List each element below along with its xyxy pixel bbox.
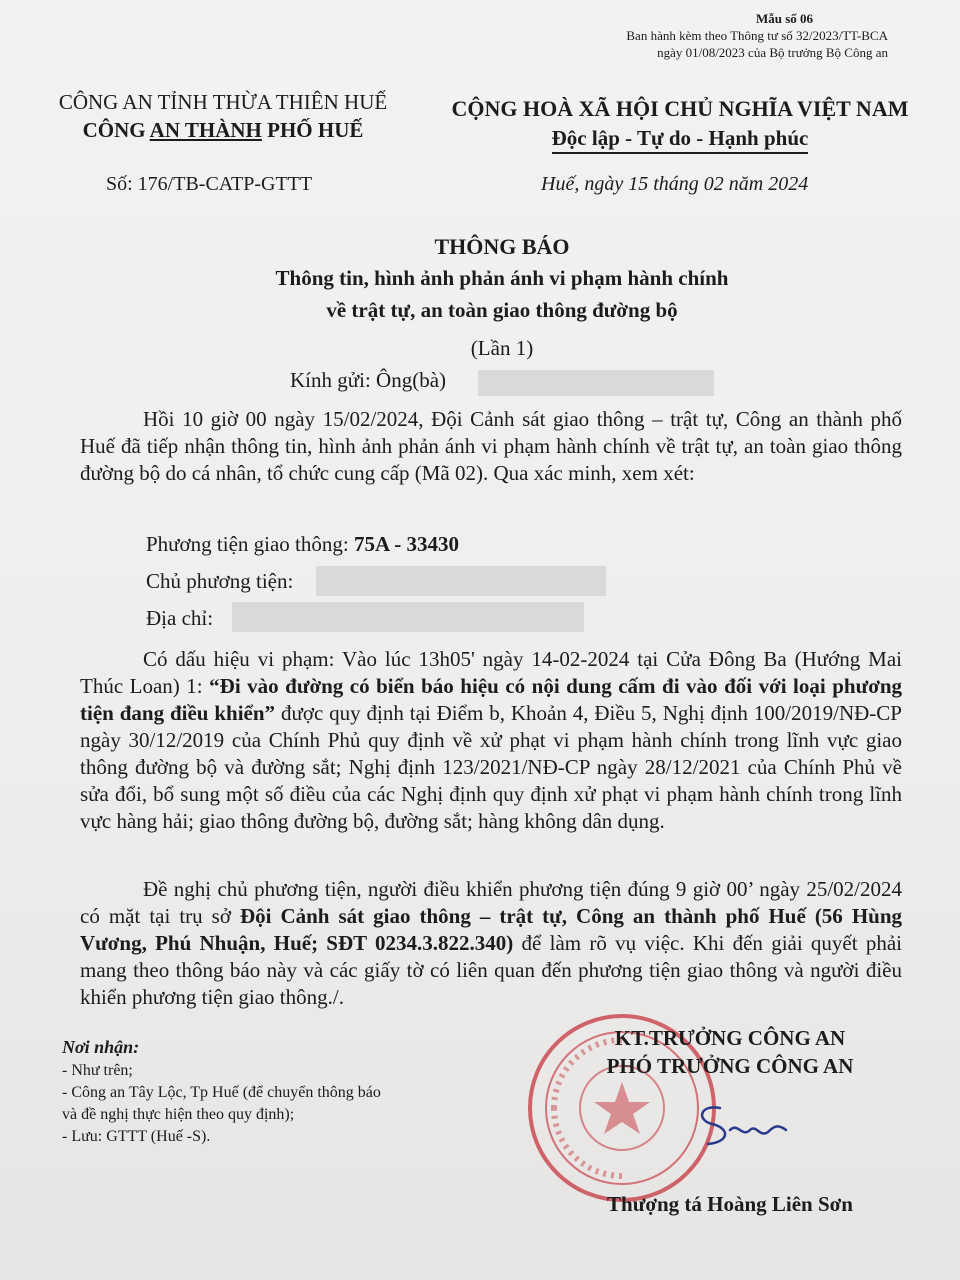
signer-title-1: KT.TRƯỞNG CÔNG AN [614, 1026, 846, 1050]
signature [690, 1094, 800, 1154]
vehicle-line: Phương tiện giao thông: 75A - 33430 [146, 532, 459, 556]
paragraph-intro: Hồi 10 giờ 00 ngày 15/02/2024, Đội Cảnh sát giao thông – trật tự, Công an thành phố Huế đã tiếp nhận thông tin, hình ảnh phản ánh vi phạm hành chính về trật tự, an toàn giao thông đường bộ do cá nhân, tổ chức cung cấp (Mã 02). Qua xác minh, xem xét: [80, 407, 902, 485]
agency-header [40, 88, 406, 144]
vehicle-plate: 75A - 33430 [353, 532, 459, 556]
document-subtitle-2: về trật tự, an toàn giao thông đường bộ [326, 298, 678, 322]
paragraph-request: Đề nghị chủ phương tiện, người điều khiển phương tiện đúng 9 giờ 00’ ngày 25/02/2024 có mặt tại trụ sở Đội Cảnh sát giao thông – trật tự, Công an thành phố Huế (56 Hùng Vương, Phú Nhuận, Huế; SĐT 0234.3.822.340) để làm rõ vụ việc. Khi đến giải quyết phải mang theo thông báo này và các giấy tờ có liên quan đến phương tiện giao thông và người điều khiển phương tiện giao thông./. [80, 877, 903, 1009]
signer-name: Thượng tá Hoàng Liên Sơn [607, 1192, 853, 1216]
redacted-owner [316, 566, 606, 596]
form-issued-date: ngày 01/08/2023 của Bộ trưởng Bộ Công an [657, 45, 888, 60]
document-date: Huế, ngày 15 tháng 02 năm 2024 [541, 173, 809, 195]
recipient-line: Kính gửi: Ông(bà) [290, 368, 447, 392]
notice-count: (Lần 1) [470, 336, 534, 360]
form-number-block [626, 10, 888, 61]
nation-motto: Độc lập - Tự do - Hạnh phúc [440, 124, 920, 152]
nation-name: CỘNG HOÀ XÃ HỘI CHỦ NGHĨA VIỆT NAM [451, 96, 909, 121]
document-title: THÔNG BÁO [434, 234, 570, 259]
recipient-item: - Lưu: GTTT (Huế -S). [62, 1128, 211, 1145]
signer-title-2: PHÓ TRƯỞNG CÔNG AN [606, 1054, 854, 1078]
form-issued-by: Ban hành kèm theo Thông tư số 32/2023/TT-BCA [626, 28, 888, 43]
document-number: Số: 176/TB-CATP-GTTT [106, 173, 313, 195]
recipient-item: - Công an Tây Lộc, Tp Huế (để chuyển thông báo [62, 1084, 381, 1101]
paragraph-violation: Có dấu hiệu vi phạm: Vào lúc 13h05' ngày 14-02-2024 tại Cửa Đông Ba (Hướng Mai Thúc Loan) 1: “Đi vào đường có biển báo hiệu có nội dung cấm đi vào đối với loại phương tiện đang điều khiển” được quy định tại Điểm b, Khoản 4, Điều 5, Nghị định 100/2019/NĐ-CP ngày 30/12/2019 của Chính Phủ quy định về xử phạt vi phạm hành chính trong lĩnh vực giao thông đường bộ và đường sắt; Nghị định 123/2021/NĐ-CP ngày 28/12/2021 của Chính Phủ về sửa đổi, bổ sung một số điều của các Nghị định quy định xử phạt vi phạm hành chính trong lĩnh vực hàng hải; giao thông đường bộ, đường sắt; hàng không dân dụng. [80, 647, 903, 833]
document-subtitle-1: Thông tin, hình ảnh phản ánh vi phạm hành chính [275, 266, 729, 290]
redacted-address [232, 602, 584, 632]
owner-line: Chủ phương tiện: [146, 569, 294, 593]
recipients-list [62, 1036, 381, 1148]
form-number: Mẫu số 06 [755, 11, 813, 26]
national-header [440, 94, 920, 152]
address-line: Địa chỉ: [146, 606, 214, 630]
recipients-heading: Nơi nhận: [62, 1037, 140, 1057]
redacted-recipient [478, 370, 714, 396]
recipient-item: - Như trên; [62, 1062, 133, 1079]
agency-name: CÔNG AN THÀNH PHỐ HUẾ [82, 118, 364, 142]
agency-parent: CÔNG AN TỈNH THỪA THIÊN HUẾ [58, 90, 388, 114]
recipient-item: và đề nghị thực hiện theo quy định); [62, 1106, 295, 1123]
